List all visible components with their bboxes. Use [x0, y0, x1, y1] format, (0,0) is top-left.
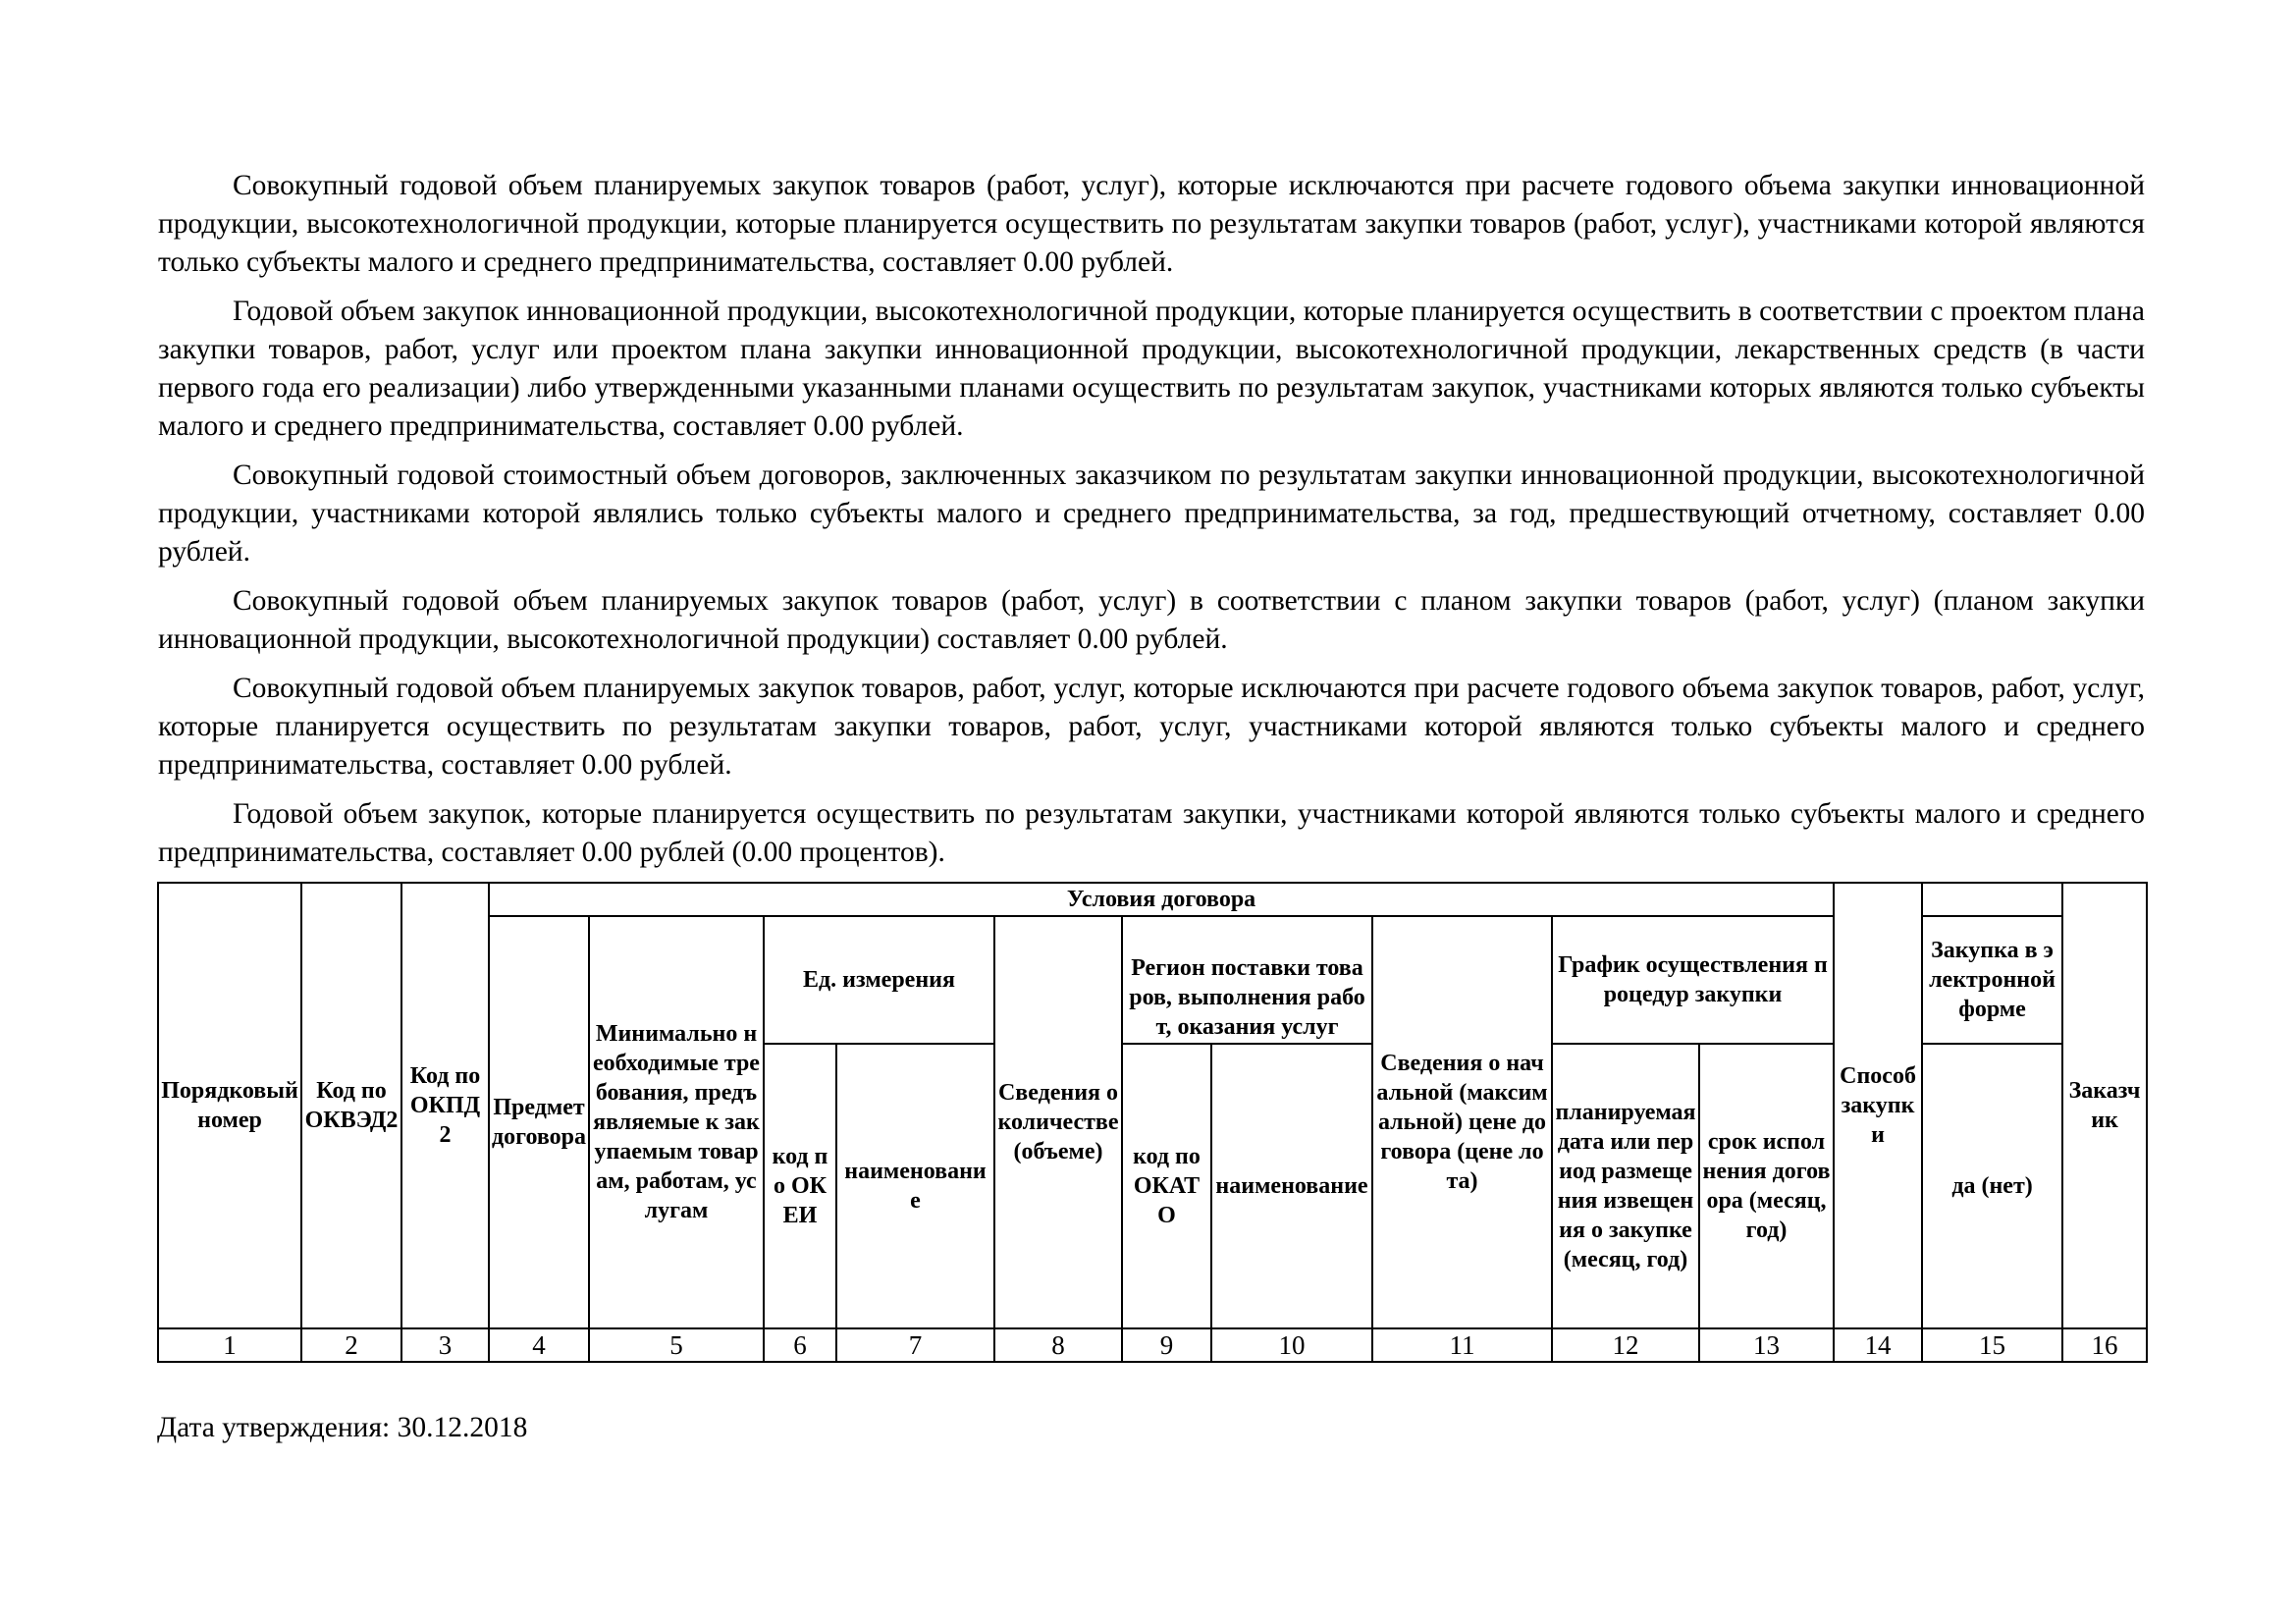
column-number: 9: [1122, 1328, 1211, 1362]
header-customer: Заказчик: [2062, 883, 2147, 1328]
header-electronic-top: [1922, 883, 2062, 916]
header-electronic: Закупка в электронной форме: [1922, 916, 2062, 1044]
column-number: 7: [836, 1328, 994, 1362]
procurement-plan-table: [157, 882, 2148, 1363]
paragraph: Совокупный годовой объем планируемых закупок товаров (работ, услуг) в соответствии с планом закупки товаров (работ, услуг) (планом закупки инновационной продукции, высокотехнологичной продукции) составляет 0.00 рублей.: [158, 585, 2145, 655]
column-number: 4: [489, 1328, 589, 1362]
header-max-price: Сведения о начальной (максимальной) цене договора (цене лота): [1372, 916, 1552, 1328]
approval-date: Дата утверждения: 30.12.2018: [157, 1412, 528, 1443]
header-unit-code: код по ОКЕИ: [764, 1044, 836, 1328]
document-body: [158, 167, 2145, 883]
paragraph: Годовой объем закупок, которые планируется осуществить по результатам закупки, участниками которой являются только субъекты малого и среднего предпринимательства, составляет 0.00 рублей (0.00 процентов).: [158, 798, 2145, 868]
column-number: 5: [589, 1328, 764, 1362]
header-contract-conditions: Условия договора: [489, 883, 1834, 916]
header-planned-date: планируемая дата или период размещения извещения о закупке (месяц, год): [1552, 1044, 1699, 1328]
column-number: 8: [994, 1328, 1122, 1362]
column-number: 2: [301, 1328, 401, 1362]
header-execution-term: срок исполнения договора (месяц, год): [1699, 1044, 1834, 1328]
header-unit: Ед. измерения: [764, 916, 994, 1044]
column-number: 14: [1834, 1328, 1922, 1362]
header-row-1: [158, 883, 2147, 916]
header-schedule: График осуществления процедур закупки: [1552, 916, 1834, 1044]
paragraph: Совокупный годовой объем планируемых закупок товаров (работ, услуг), которые исключаются при расчете годового объема закупки инновационной продукции, высокотехнологичной продукции, которые планируется осуществить по результатам закупки товаров (работ, услуг), участниками которой являются только субъекты малого и среднего предпринимательства, составляет 0.00 рублей.: [158, 170, 2145, 278]
column-number: 13: [1699, 1328, 1834, 1362]
column-number: 1: [158, 1328, 301, 1362]
paragraph: Совокупный годовой стоимостный объем договоров, заключенных заказчиком по результатам закупки инновационной продукции, высокотехнологичной продукции, участниками которой являлись только субъекты малого и среднего предпринимательства, за год, предшествующий отчетному, составляет 0.00 рублей.: [158, 460, 2145, 568]
column-number: 10: [1211, 1328, 1372, 1362]
paragraph: Годовой объем закупок инновационной продукции, высокотехнологичной продукции, которые планируется осуществить в соответствии с проектом плана закупки товаров, работ, услуг или проектом плана закупки инновационной продукции, высокотехнологичной продукции, лекарственных средств (в части первого года его реализации) либо утвержденными указанными планами осуществить по результатам закупок, участниками которых являются только субъекты малого и среднего предпринимательства, составляет 0.00 рублей.: [158, 296, 2145, 442]
header-subject: Предмет договора: [489, 916, 589, 1328]
column-number: 6: [764, 1328, 836, 1362]
header-order-number: Порядковый номер: [158, 883, 301, 1328]
column-number-row: [158, 1328, 2147, 1362]
header-okved2: Код по ОКВЭД2: [301, 883, 401, 1328]
column-number: 11: [1372, 1328, 1552, 1362]
column-number: 3: [401, 1328, 489, 1362]
paragraph: Совокупный годовой объем планируемых закупок товаров, работ, услуг, которые исключаются при расчете годового объема закупок товаров, работ, услуг, которые планируется осуществить по результатам закупки товаров, работ, услуг, участниками которой являются только субъекты малого и среднего предпринимательства, составляет 0.00 рублей.: [158, 673, 2145, 781]
header-region: Регион поставки товаров, выполнения работ, оказания услуг: [1122, 916, 1372, 1044]
header-electronic-yes-no: да (нет): [1922, 1044, 2062, 1328]
header-unit-name: наименование: [836, 1044, 994, 1328]
header-region-name: наименование: [1211, 1044, 1372, 1328]
header-okpd2: Код по ОКПД2: [401, 883, 489, 1328]
header-quantity: Сведения о количестве (объеме): [994, 916, 1122, 1328]
column-number: 15: [1922, 1328, 2062, 1362]
column-number: 12: [1552, 1328, 1699, 1362]
header-requirements: Минимально необходимые требования, предъявляемые к закупаемым товарам, работам, услугам: [589, 916, 764, 1328]
header-method: Способ закупки: [1834, 883, 1922, 1328]
column-number: 16: [2062, 1328, 2147, 1362]
header-region-code: код по ОКАТО: [1122, 1044, 1211, 1328]
